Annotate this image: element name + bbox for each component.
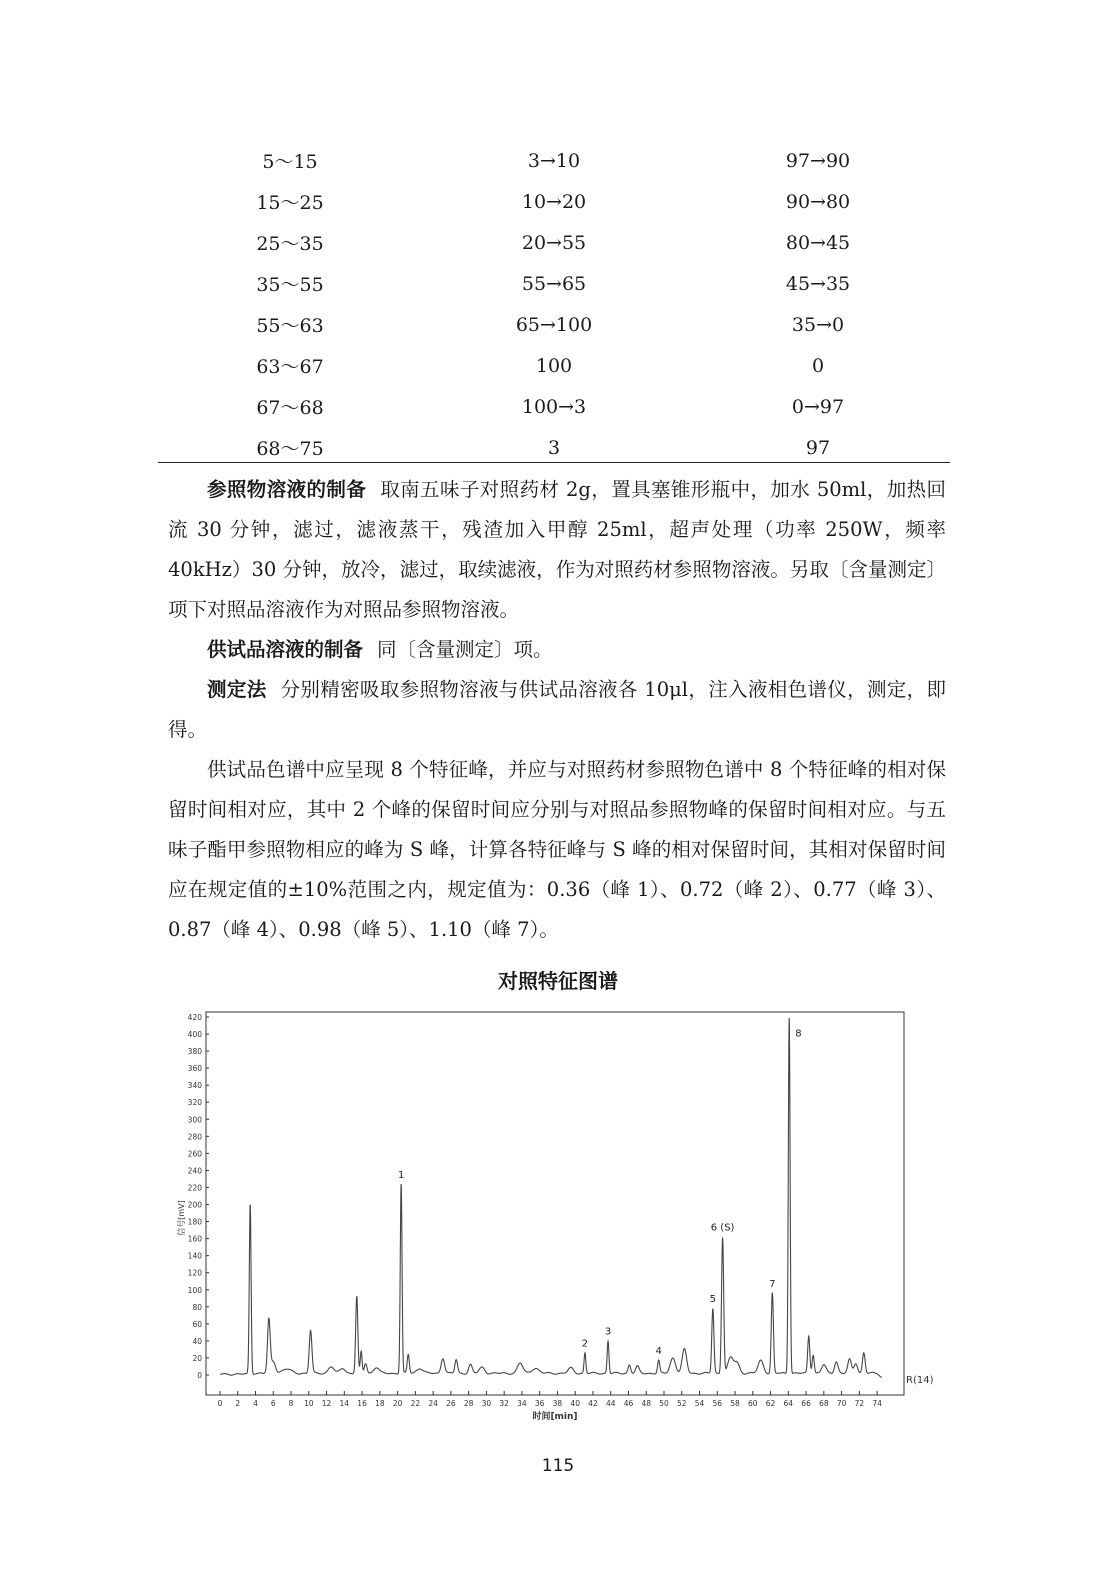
x-tick-label: 14 — [339, 1399, 350, 1408]
x-tick-label: 52 — [676, 1399, 687, 1408]
peak-labels — [398, 1029, 802, 1358]
y-tick-label: 240 — [187, 1166, 202, 1176]
table-cell: 25～35 — [256, 233, 324, 255]
table-cell: 63～67 — [256, 356, 324, 378]
x-tick-label: 30 — [481, 1399, 492, 1408]
table-cell: 45→35 — [785, 272, 851, 295]
table-cell: 35～55 — [256, 274, 324, 296]
y-tick-label: 400 — [187, 1030, 202, 1040]
chromatogram-trace — [220, 1018, 882, 1378]
y-tick-label: 280 — [187, 1132, 202, 1142]
y-tick-label: 260 — [187, 1149, 202, 1159]
x-tick-label: 38 — [552, 1399, 563, 1408]
x-tick-label: 44 — [605, 1399, 616, 1408]
x-tick-label: 70 — [836, 1399, 847, 1408]
x-tick-label: 6 — [270, 1399, 276, 1408]
peak-label: 8 — [795, 1028, 802, 1040]
table-row — [158, 222, 950, 263]
table-cell: 80→45 — [785, 231, 851, 254]
plot-frame — [206, 1012, 904, 1395]
x-tick-label: 58 — [730, 1399, 740, 1408]
chromatogram-figure — [160, 1005, 934, 1425]
table-cell: 65→100 — [515, 313, 593, 336]
paragraph-lead: 测定法 — [207, 678, 267, 701]
y-tick-label: 60 — [192, 1319, 202, 1329]
x-axis-label: 时间[min] — [532, 1412, 578, 1422]
table-cell: 20→55 — [521, 231, 587, 254]
table-cell: 5～15 — [262, 151, 318, 173]
paragraph-body: 同〔含量测定〕项。 — [377, 638, 553, 661]
table-row — [158, 140, 950, 181]
y-tick-label: 320 — [187, 1098, 202, 1108]
table-row — [158, 263, 950, 304]
y-tick-label: 340 — [187, 1081, 202, 1091]
x-tick-label: 60 — [748, 1399, 758, 1408]
y-tick-label: 380 — [187, 1047, 202, 1057]
x-tick-label: 4 — [253, 1399, 258, 1408]
x-tick-label: 22 — [410, 1399, 421, 1408]
x-tick-label: 56 — [712, 1399, 723, 1408]
peak-label: 5 — [709, 1294, 717, 1306]
y-tick-label: 20 — [192, 1353, 202, 1363]
y-tick-label: 300 — [187, 1115, 202, 1125]
table-cell: 67～68 — [256, 397, 324, 419]
x-tick-label: 26 — [446, 1399, 456, 1408]
table-cell: 15～25 — [256, 192, 324, 214]
peak-label: 3 — [604, 1326, 612, 1338]
x-tick-label: 34 — [517, 1399, 527, 1408]
gradient-table — [158, 140, 950, 468]
x-tick-label: 50 — [659, 1399, 669, 1408]
x-tick-label: 36 — [534, 1399, 545, 1408]
x-tick-label: 74 — [872, 1399, 882, 1408]
table-cell: 10→20 — [521, 190, 587, 213]
x-tick-label: 32 — [499, 1399, 509, 1408]
y-tick-label: 220 — [187, 1183, 202, 1193]
y-tick-label: 180 — [187, 1217, 202, 1227]
x-tick-label: 42 — [588, 1399, 598, 1408]
x-axis — [218, 1391, 883, 1408]
y-tick-label: 200 — [187, 1200, 202, 1210]
page-number: 115 — [541, 1456, 575, 1476]
table-cell: 100 — [535, 354, 573, 377]
x-tick-label: 8 — [288, 1399, 294, 1408]
x-tick-label: 66 — [801, 1399, 811, 1408]
table-cell: 0 — [811, 354, 825, 377]
paragraph-method — [168, 670, 946, 750]
y-tick-label: 420 — [187, 1013, 202, 1022]
paragraph-body: 供试品色谱中应呈现 8 个特征峰，并应与对照药材参照物色谱中 8 个特征峰的相对保留时间相对应，其中 2 个峰的保留时间应分别与对照品参照物峰的保留时间相对应。与五味子酯甲参照物相应的峰为 S 峰，计算各特征峰与 S 峰的相对保留时间，其相对保留时间应在规定值的±10%范围之内，规定值为：0.36（峰 1）、0.72（峰 2）、0.77（峰 3）、0.87（峰 4）、0.98（峰 5）、1.10（峰 7）。 — [168, 758, 946, 941]
y-axis-label: 信号[mV] — [177, 1200, 186, 1236]
figure-title: 对照特征图谱 — [498, 969, 618, 993]
peak-label: 2 — [581, 1338, 589, 1350]
y-tick-label: 140 — [187, 1251, 202, 1261]
chromatogram-chart — [160, 1005, 934, 1425]
x-tick-label: 54 — [694, 1399, 705, 1408]
table-row — [158, 181, 950, 222]
y-tick-label: 120 — [187, 1268, 202, 1278]
trace-label: R(14) — [906, 1375, 934, 1386]
table-cell: 90→80 — [785, 190, 851, 213]
table-row — [158, 386, 950, 427]
x-tick-label: 64 — [783, 1399, 794, 1408]
peak-label: 1 — [397, 1169, 405, 1181]
table-cell: 0→97 — [791, 395, 845, 418]
x-tick-label: 12 — [321, 1399, 332, 1408]
table-cell: 68～75 — [256, 438, 324, 460]
table-cell: 97 — [805, 436, 831, 459]
x-tick-label: 62 — [765, 1399, 776, 1408]
x-tick-label: 0 — [217, 1399, 223, 1408]
y-tick-label: 100 — [187, 1285, 202, 1295]
paragraph-body: 取南五味子对照药材 2g，置具塞锥形瓶中，加水 50ml，加热回流 30 分钟，滤过，滤液蒸干，残渣加入甲醇 25ml，超声处理（功率 250W，频率 40kHz）30 分钟，放冷，滤过，取续滤液，作为对照药材参照物溶液。另取〔含量测定〕项下对照品溶液作为对照品参照物溶液。 — [168, 478, 946, 621]
x-tick-label: 2 — [235, 1399, 241, 1408]
body-text — [168, 470, 946, 950]
x-tick-label: 40 — [570, 1399, 580, 1408]
table-cell: 100→3 — [521, 395, 587, 418]
table-cell: 55～63 — [256, 315, 324, 337]
x-tick-label: 16 — [357, 1399, 367, 1408]
paragraph-body: 分别精密吸取参照物溶液与供试品溶液各 10μl，注入液相色谱仪，测定，即得。 — [168, 678, 946, 741]
peak-label: 4 — [655, 1346, 662, 1358]
paragraph-test-solution — [168, 630, 946, 670]
table-cell: 3→10 — [527, 149, 581, 172]
y-tick-label: 0 — [197, 1371, 202, 1380]
table-cell: 55→65 — [521, 272, 587, 295]
paragraph-requirements — [168, 750, 946, 950]
y-tick-label: 40 — [192, 1336, 202, 1346]
table-row — [158, 304, 950, 345]
y-tick-label: 360 — [187, 1064, 202, 1074]
x-tick-label: 10 — [304, 1399, 314, 1408]
paragraph-lead: 供试品溶液的制备 — [207, 638, 364, 661]
table-cell: 35→0 — [791, 313, 845, 336]
table-bottom-rule — [158, 462, 950, 463]
y-tick-label: 160 — [187, 1234, 202, 1244]
table-cell: 3 — [547, 436, 561, 459]
paragraph-reference-solution — [168, 470, 946, 630]
table-row — [158, 345, 950, 386]
table-cell: 97→90 — [785, 149, 851, 172]
x-tick-label: 68 — [819, 1399, 829, 1408]
paragraph-lead: 参照物溶液的制备 — [207, 478, 367, 501]
x-tick-label: 24 — [428, 1399, 438, 1408]
x-tick-label: 48 — [641, 1399, 652, 1408]
x-tick-label: 18 — [375, 1399, 385, 1408]
peak-label: 6 (S) — [710, 1222, 735, 1234]
x-tick-label: 28 — [463, 1399, 474, 1408]
x-tick-label: 72 — [854, 1399, 865, 1408]
x-tick-label: 46 — [623, 1399, 634, 1408]
x-tick-label: 20 — [392, 1399, 403, 1408]
peak-label: 7 — [769, 1278, 776, 1290]
y-tick-label: 80 — [192, 1302, 202, 1312]
